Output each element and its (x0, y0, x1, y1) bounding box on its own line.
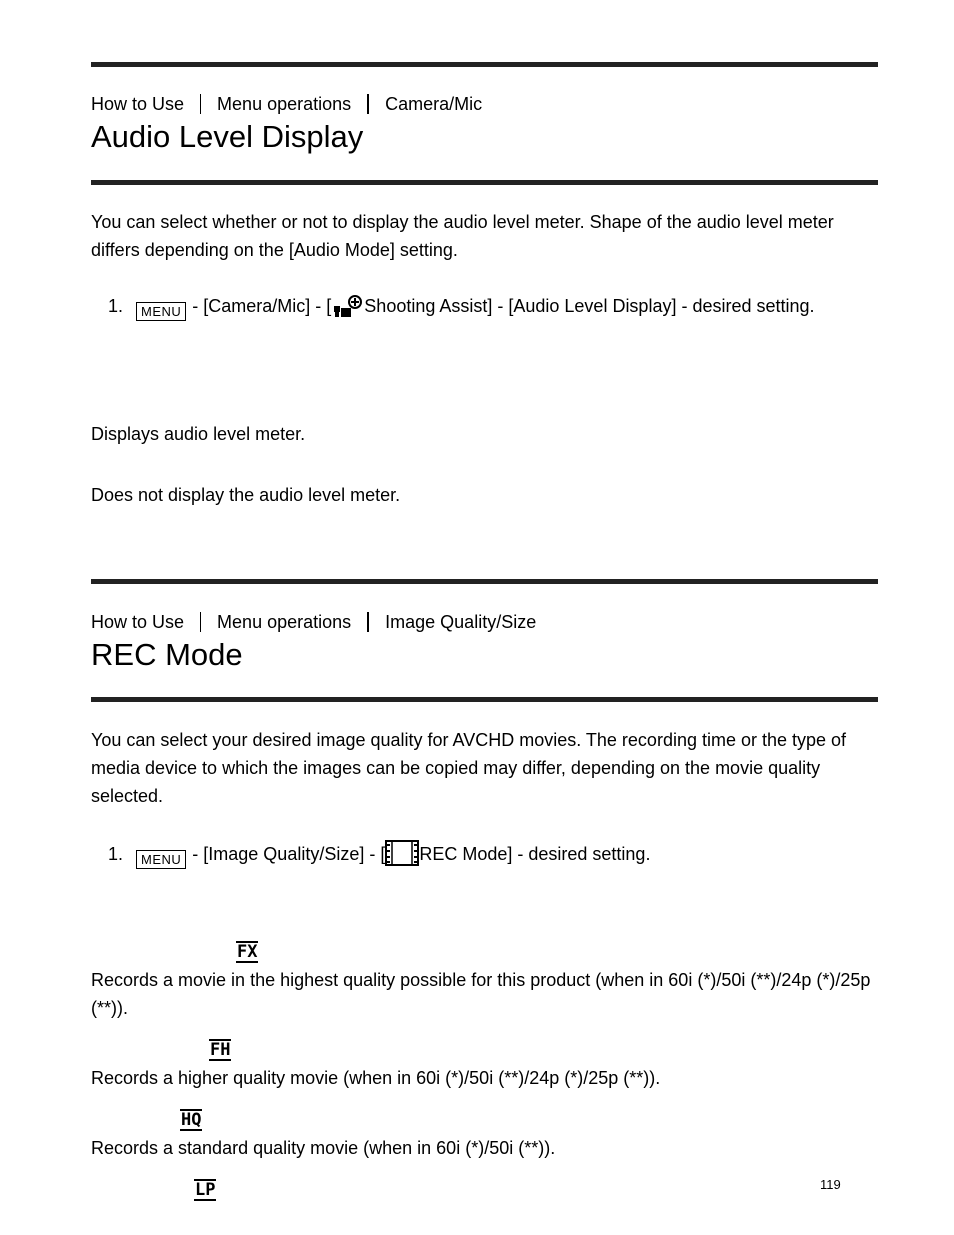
step-number: 1. (108, 844, 124, 864)
menu-key: MENU (136, 850, 186, 869)
breadcrumb (91, 610, 536, 632)
shooting-assist-icon (331, 294, 364, 324)
breadcrumb-item[interactable]: How to Use (91, 612, 185, 633)
breadcrumb-separator (367, 612, 369, 632)
intro-paragraph: You can select your desired image quality for AVCHD movies. The recording time or the type of media device to which the images can be copied may differ, depending on the movie quality selected. (91, 730, 847, 806)
lp-mode-icon: LP (195, 1180, 216, 1200)
breadcrumb-item[interactable]: Image Quality/Size (385, 612, 537, 633)
step-1 (91, 294, 815, 324)
hq-mode-description: Records a standard quality movie (when in 60i (*)/50i (**)). (91, 1138, 556, 1158)
breadcrumb-item[interactable]: Menu operations (217, 612, 352, 633)
fh-mode-icon: FH (210, 1040, 231, 1060)
fx-mode-description: Records a movie in the highest quality possible for this product (when in 60i (*)/50i (**)/24p (*)/25p (**)). (91, 970, 871, 1018)
fx-mode-icon: FX (237, 942, 258, 962)
title-rule (91, 180, 878, 185)
title-rule (91, 697, 878, 702)
hq-mode-icon: HQ (181, 1110, 202, 1130)
top-rule (91, 62, 878, 67)
breadcrumb-separator (367, 94, 369, 114)
breadcrumb-item[interactable]: Menu operations (217, 94, 352, 115)
step-number: 1. (108, 296, 124, 316)
section-rule (91, 579, 878, 584)
page-title: REC Mode (91, 637, 243, 672)
option-off-description: Does not display the audio level meter. (91, 485, 401, 505)
step-text: - [Camera/Mic] - [ (192, 296, 332, 316)
step-text: REC Mode] - desired setting. (419, 844, 651, 864)
step-1 (91, 840, 650, 872)
page-title: Audio Level Display (91, 119, 364, 154)
breadcrumb-item[interactable]: How to Use (91, 94, 185, 115)
step-text: - [Image Quality/Size] - [ (192, 844, 386, 864)
breadcrumb-separator (200, 94, 201, 114)
option-on-description: Displays audio level meter. (91, 424, 306, 444)
step-text: Shooting Assist] - [Audio Level Display] - desired setting. (364, 296, 815, 316)
menu-key: MENU (136, 302, 186, 321)
breadcrumb (91, 92, 482, 114)
page-number: 119 (820, 1177, 841, 1192)
breadcrumb-separator (200, 612, 201, 632)
film-strip-icon (385, 840, 419, 872)
breadcrumb-item[interactable]: Camera/Mic (385, 94, 483, 115)
fh-mode-description: Records a higher quality movie (when in 60i (*)/50i (**)/24p (*)/25p (**)). (91, 1068, 661, 1088)
intro-paragraph: You can select whether or not to display the audio level meter. Shape of the audio level meter differs depending on the [Audio Mode] setting. (91, 212, 834, 260)
